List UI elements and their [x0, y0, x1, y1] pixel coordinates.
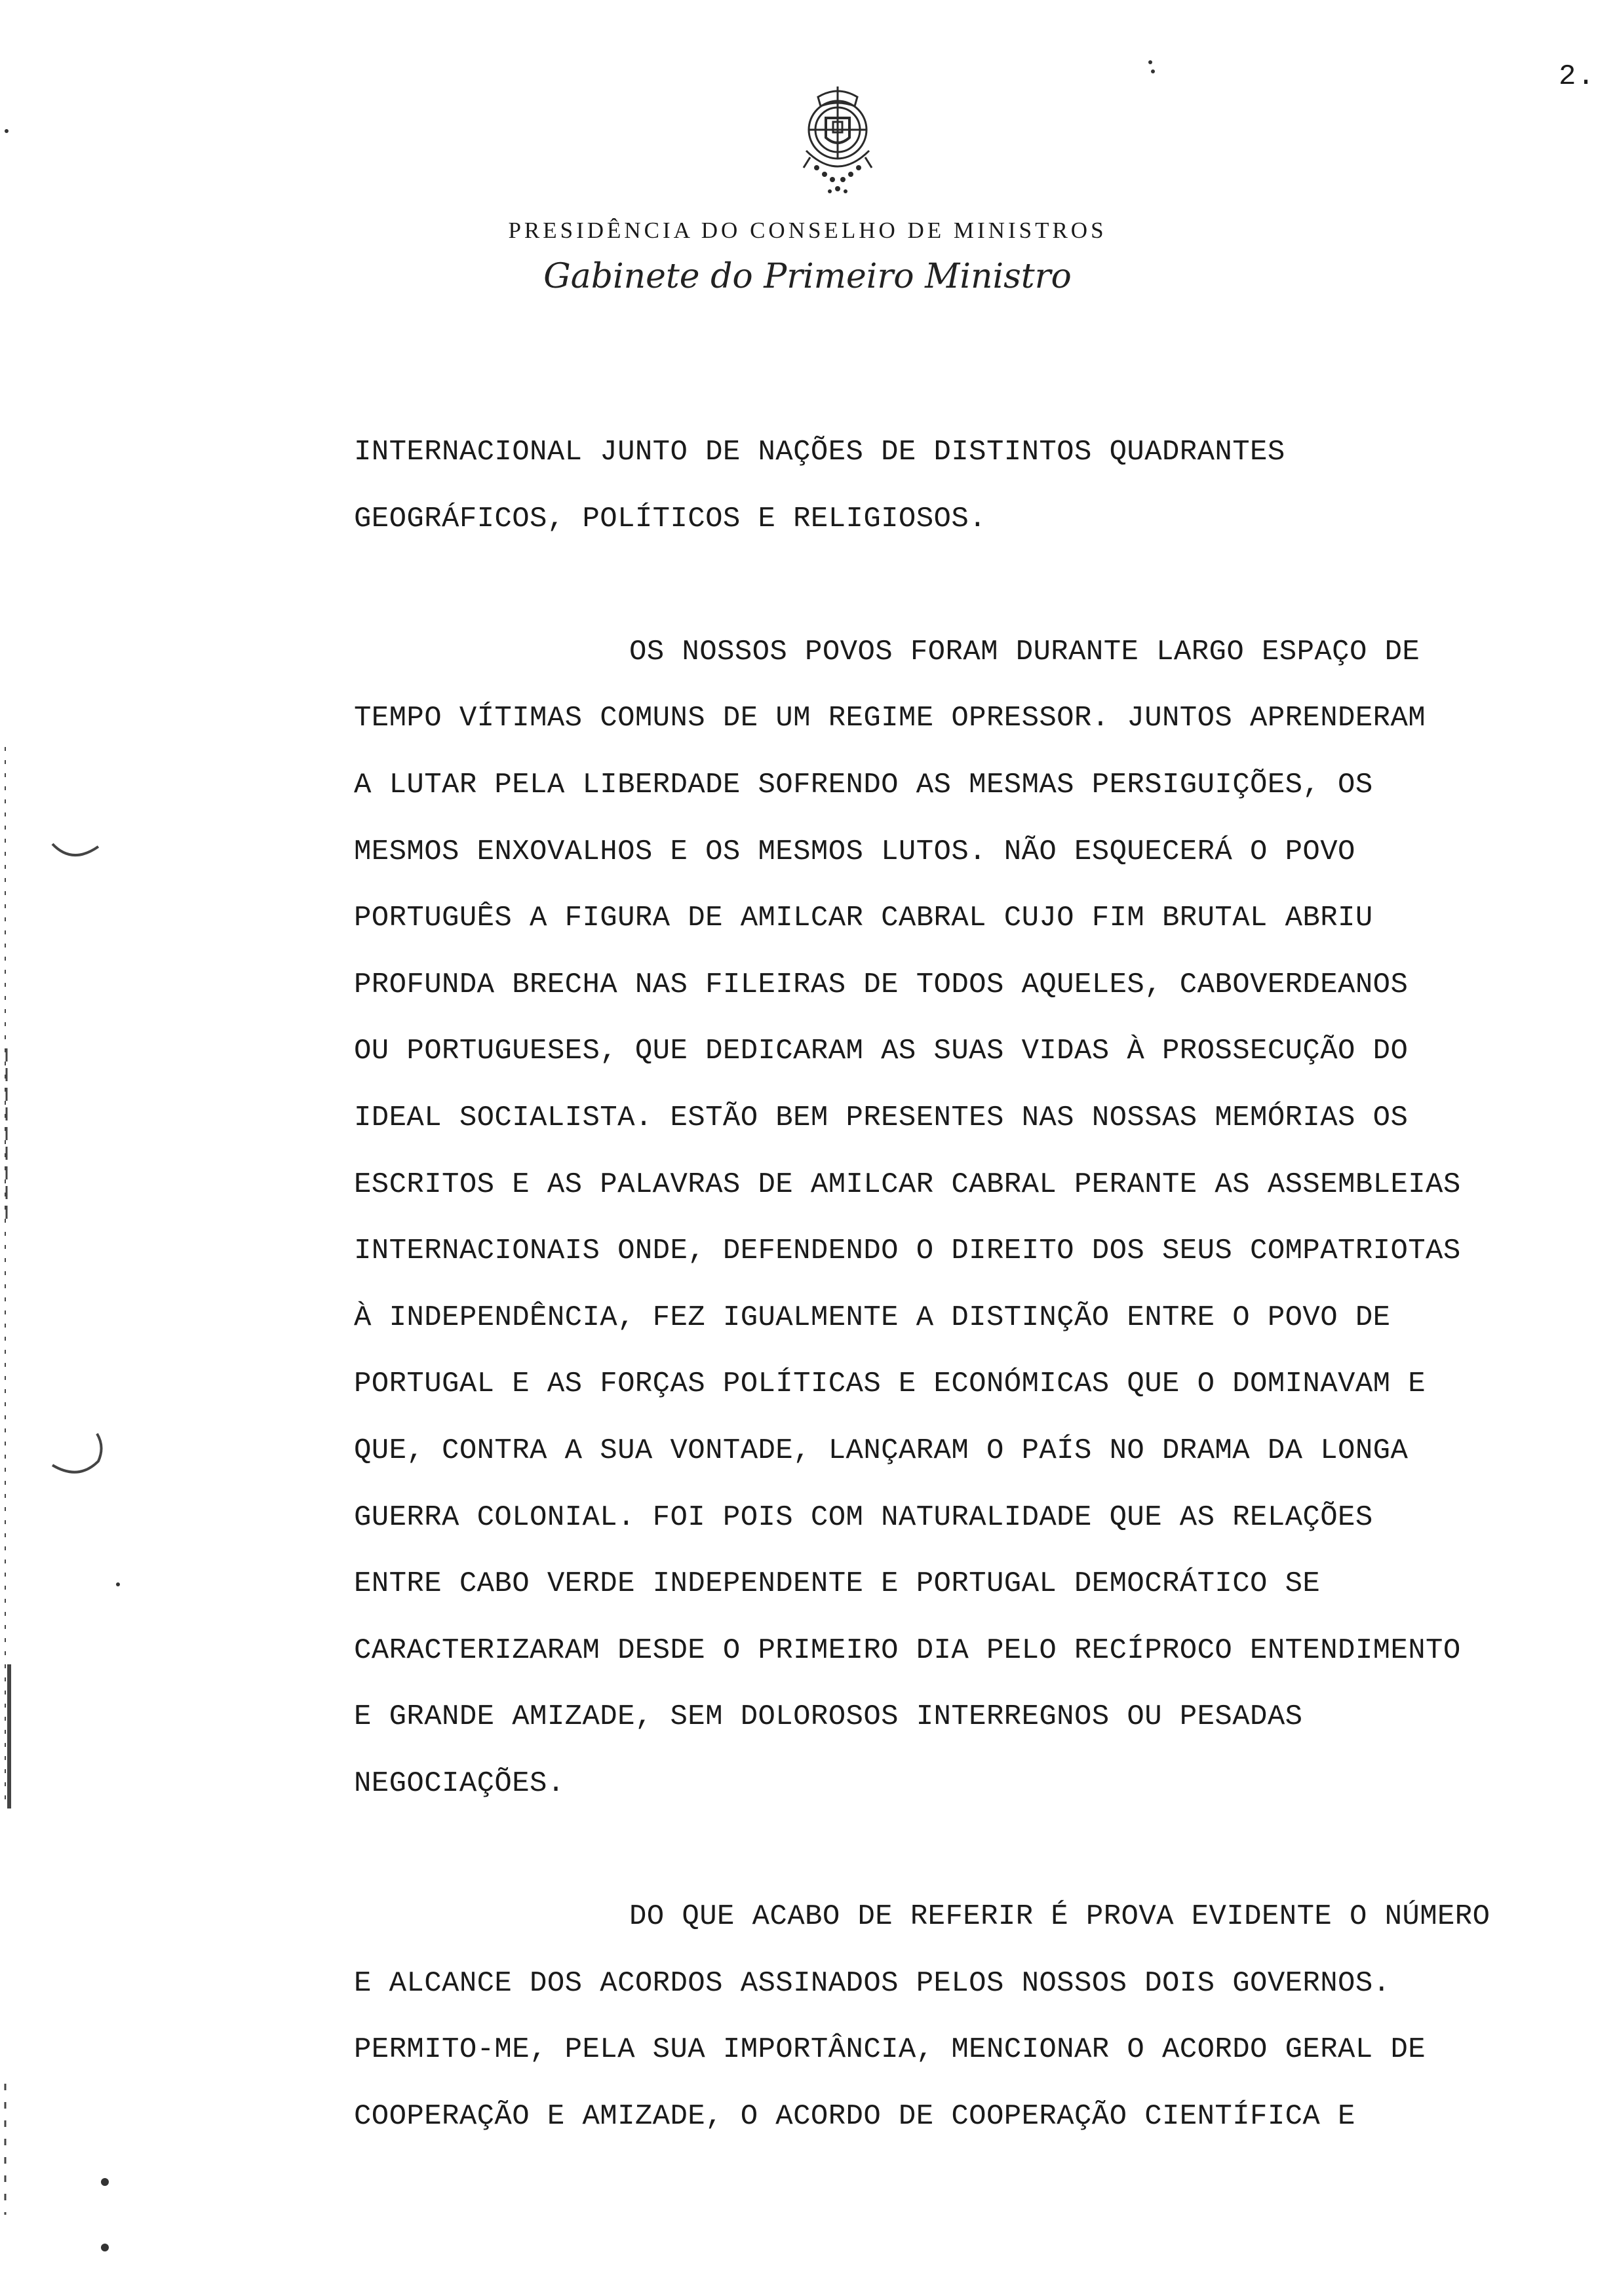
- text-line: PROFUNDA BRECHA NAS FILEIRAS DE TODOS AQUELES, CABOVERDEANOS: [354, 968, 1409, 1001]
- paragraph: [354, 619, 1612, 1818]
- office-title: PRESIDÊNCIA DO CONSELHO DE MINISTROS: [508, 218, 1107, 243]
- text-line: DO QUE ACABO DE REFERIR É PROVA EVIDENTE O NÚMERO: [629, 1900, 1490, 1934]
- text-line: INTERNACIONAL JUNTO DE NAÇÕES DE DISTINTOS QUADRANTES: [354, 436, 1285, 469]
- text-line: ESCRITOS E AS PALAVRAS DE AMILCAR CABRAL PERANTE AS ASSEMBLEIAS: [354, 1168, 1461, 1201]
- paragraph-gap: [354, 1817, 1612, 1884]
- text-line: OU PORTUGUESES, QUE DEDICARAM AS SUAS VIDAS À PROSSECUÇÃO DO: [354, 1035, 1409, 1068]
- text-line: TEMPO VÍTIMAS COMUNS DE UM REGIME OPRESSOR. JUNTOS APRENDERAM: [354, 702, 1426, 735]
- binding-margin-marks: [0, 0, 131, 2296]
- text-line: CARACTERIZARAM DESDE O PRIMEIRO DIA PELO RECÍPROCO ENTENDIMENTO: [354, 1634, 1461, 1667]
- text-line: OS NOSSOS POVOS FORAM DURANTE LARGO ESPAÇO DE: [629, 635, 1420, 668]
- text-line: E GRANDE AMIZADE, SEM DOLOROSOS INTERREGNOS OU PESADAS: [354, 1700, 1303, 1734]
- text-line: PORTUGAL E AS FORÇAS POLÍTICAS E ECONÓMICAS QUE O DOMINAVAM E: [354, 1368, 1426, 1401]
- paragraph: [354, 419, 1612, 552]
- text-line: PORTUGUÊS A FIGURA DE AMILCAR CABRAL CUJO FIM BRUTAL ABRIU: [354, 902, 1373, 935]
- text-line: PERMITO-ME, PELA SUA IMPORTÂNCIA, MENCIONAR O ACORDO GERAL DE: [354, 2033, 1426, 2067]
- text-line: GUERRA COLONIAL. FOI POIS COM NATURALIDADE QUE AS RELAÇÕES: [354, 1501, 1373, 1534]
- text-line: À INDEPENDÊNCIA, FEZ IGUALMENTE A DISTINÇÃO ENTRE O POVO DE: [354, 1301, 1391, 1334]
- text-line: QUE, CONTRA A SUA VONTADE, LANÇARAM O PAÍS NO DRAMA DA LONGA: [354, 1434, 1409, 1467]
- paragraph-gap: [354, 552, 1612, 619]
- text-line: IDEAL SOCIALISTA. ESTÃO BEM PRESENTES NAS NOSSAS MEMÓRIAS OS: [354, 1101, 1409, 1134]
- cabinet-subtitle: Gabinete do Primeiro Ministro: [543, 257, 1072, 296]
- text-line: GEOGRÁFICOS, POLÍTICOS E RELIGIOSOS.: [354, 502, 986, 535]
- text-line: E ALCANCE DOS ACORDOS ASSINADOS PELOS NOSSOS DOIS GOVERNOS.: [354, 1966, 1391, 2000]
- letter-body: [354, 419, 1612, 2150]
- text-line: COOPERAÇÃO E AMIZADE, O ACORDO DE COOPERAÇÃO CIENTÍFICA E: [354, 2099, 1355, 2133]
- text-line: ENTRE CABO VERDE INDEPENDENTE E PORTUGAL DEMOCRÁTICO SE: [354, 1567, 1321, 1601]
- text-line: MESMOS ENXOVALHOS E OS MESMOS LUTOS. NÃO ESQUECERÁ O POVO: [354, 835, 1355, 868]
- text-line: NEGOCIAÇÕES.: [354, 1767, 565, 1800]
- ink-speck: [1148, 60, 1152, 64]
- text-line: A LUTAR PELA LIBERDADE SOFRENDO AS MESMAS PERSIGUIÇÕES, OS: [354, 768, 1373, 801]
- page-number: 2.: [1559, 60, 1596, 93]
- paragraph: [354, 1884, 1612, 2150]
- ink-speck: [1151, 69, 1155, 73]
- text-line: INTERNACIONAIS ONDE, DEFENDENDO O DIREITO DOS SEUS COMPATRIOTAS: [354, 1234, 1461, 1268]
- coat-of-arms-seal-icon: [784, 84, 891, 199]
